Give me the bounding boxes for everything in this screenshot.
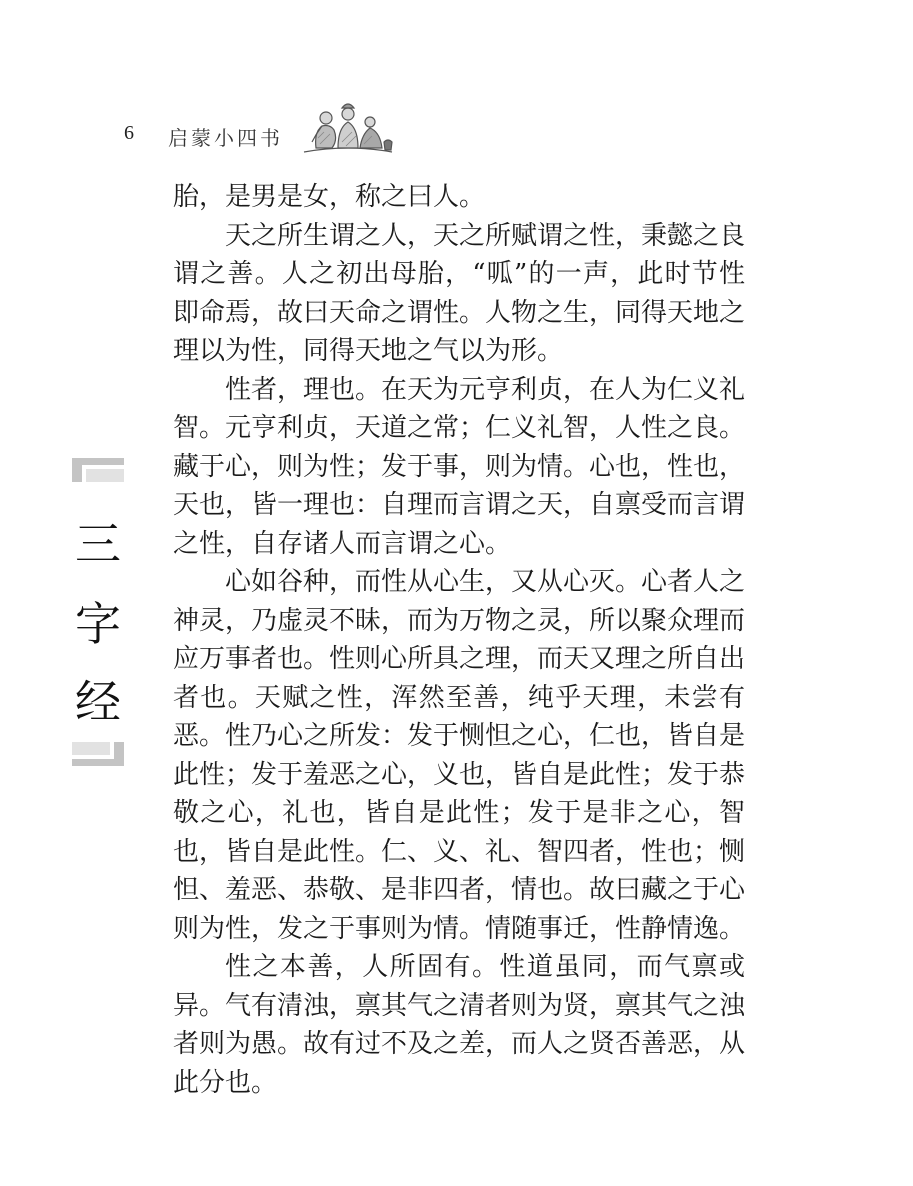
page-header bbox=[124, 100, 424, 160]
paragraph-tian-zhi-suo-sheng: 天之所生谓之人，天之所赋谓之性，秉懿之良谓之善。人之初出母胎，“呱”的一声，此时节性即命焉，故曰天命之谓性。人物之生，同得天地之理以为性，同得天地之气以为形。 bbox=[173, 220, 746, 366]
book-title: 启蒙小四书 bbox=[168, 126, 283, 150]
section-side-label bbox=[70, 458, 126, 770]
paragraph-xing-zhi-ben-shan: 性之本善，人所固有。性道虽同，而气禀或异。气有清浊，禀其气之清者则为贤，禀其气之浊者则为愚。故有过不及之差，而人之贤否善恶，从此分也。 bbox=[173, 952, 746, 1098]
main-text-body bbox=[173, 178, 745, 1102]
scholar-figures-illustration-icon bbox=[302, 98, 394, 156]
side-label-top-bracket bbox=[72, 458, 124, 482]
side-label-char-zi: 字 bbox=[75, 597, 121, 651]
paragraph-xing-zhe-li-ye: 性者，理也。在天为元亨利贞，在人为仁义礼智。元亨利贞，天道之常；仁义礼智，人性之良。藏于心，则为性；发于事，则为情。心也，性也，天也，皆一理也：自理而言谓之天，自禀受而言谓之性，自存诸人而言谓之心。 bbox=[173, 374, 746, 559]
page-number: 6 bbox=[124, 122, 134, 144]
side-label-char-san: 三 bbox=[75, 517, 121, 571]
side-label-bottom-bracket bbox=[72, 742, 124, 766]
paragraph-continuation: 胎，是男是女，称之曰人。 bbox=[173, 182, 486, 212]
paragraph-xin-ru-gu-zhong: 心如谷种，而性从心生，又从心灭。心者人之神灵，乃虚灵不昧，而为万物之灵，所以聚众理而应万事者也。性则心所具之理，而天又理之所自出者也。天赋之性，浑然至善，纯乎天理，未尝有恶。性乃心之所发：发于恻怛之心，仁也，皆自是此性；发于羞恶之心，义也，皆自是此性；发于恭敬之心，礼也，皆自是此性；发于是非之心，智也，皆自是此性。仁、义、礼、智四者，性也；恻怛、羞恶、恭敬、是非四者，情也。故曰藏之于心则为性，发之于事则为情。情随事迁，性静情逸。 bbox=[173, 567, 746, 944]
side-label-char-jing: 经 bbox=[75, 675, 121, 729]
